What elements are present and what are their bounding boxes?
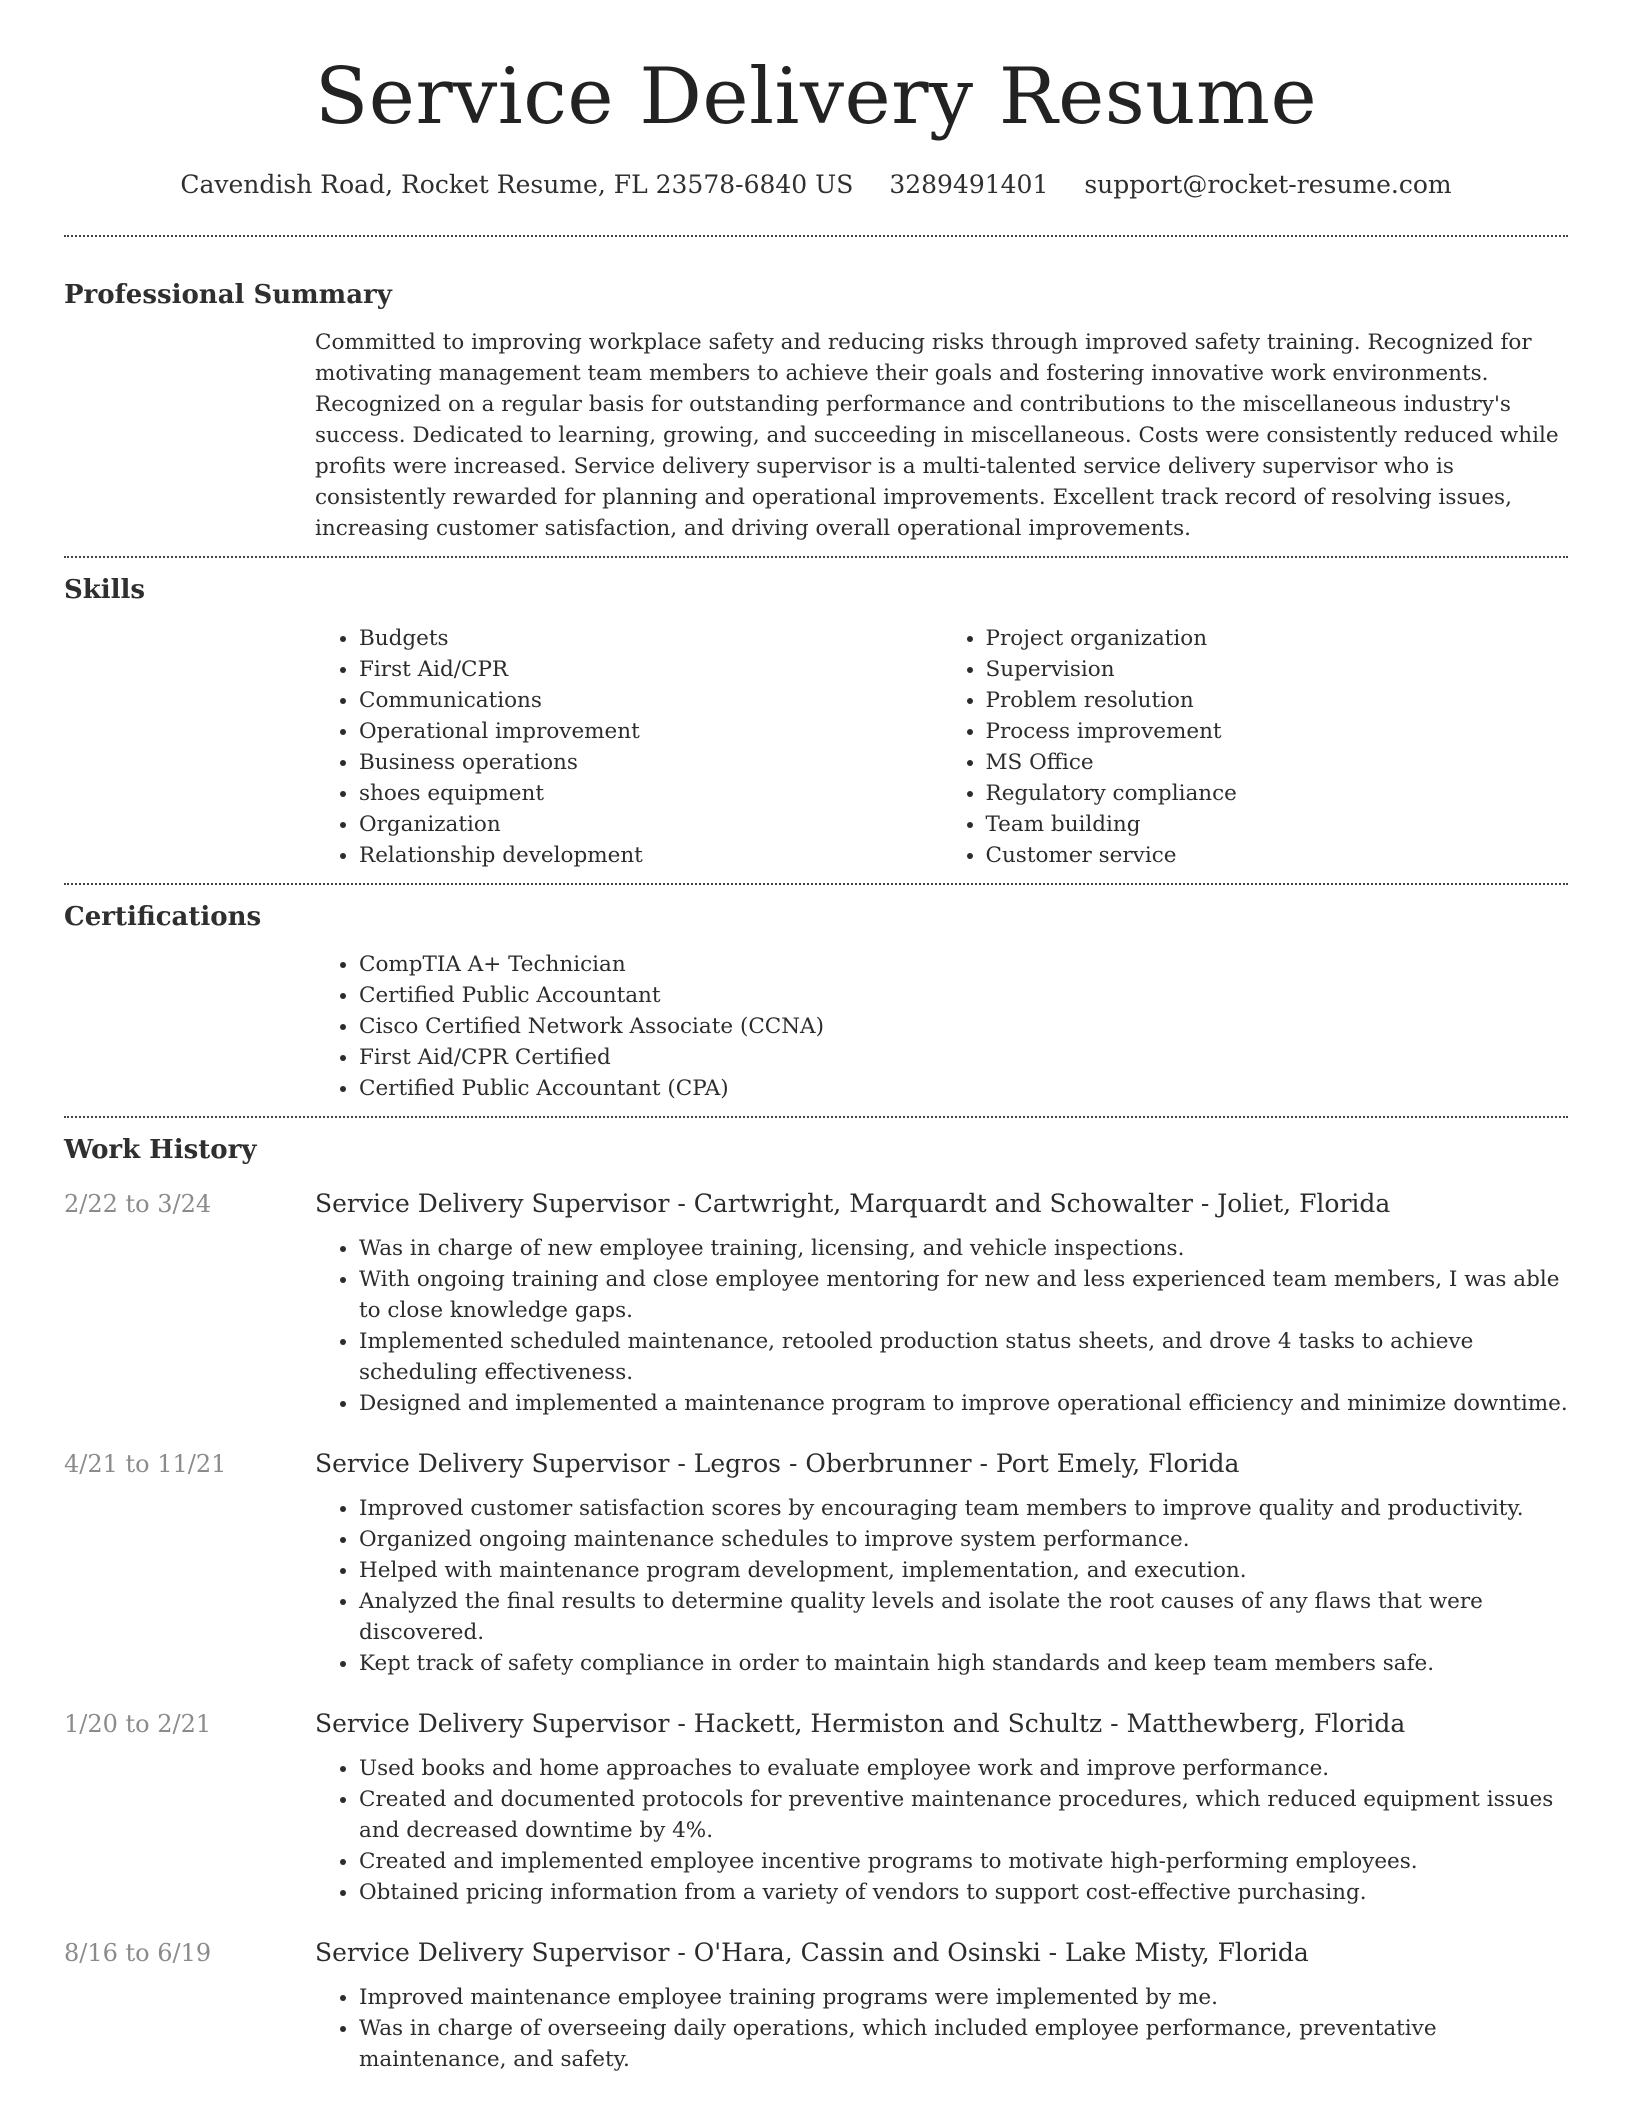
job-bullets [315, 1982, 1568, 2075]
list-item: • With ongoing training and close employee mentoring for new and less experienced team members, I was able to close knowledge gaps. [359, 1264, 1568, 1326]
contact-email: support@rocket-resume.com [1084, 170, 1452, 199]
summary-text: Committed to improving workplace safety and reducing risks through improved safety training. Recognized for motivating management team members to achieve their goals and fostering innovative work environments. Recognized on a regular basis for outstanding performance and contributions to the miscellaneous industry's success. Dedicated to learning, growing, and succeeding in miscellaneous. Costs were consistently reduced while profits were increased. Service delivery supervisor is a multi-talented service delivery supervisor who is consistently rewarded for planning and operational improvements. Excellent track record of resolving issues, increasing customer satisfaction, and driving overall operational improvements. [315, 330, 1559, 542]
list-item: • Certified Public Accountant [359, 980, 1568, 1011]
list-item: • First Aid/CPR Certified [359, 1042, 1568, 1073]
list-item: • Helped with maintenance program development, implementation, and execution. [359, 1555, 1568, 1586]
list-item: • Cisco Certified Network Associate (CCNA) [359, 1011, 1568, 1042]
contact-address: Cavendish Road, Rocket Resume, FL 23578-6840 US [180, 170, 854, 199]
skills-grid [315, 623, 1568, 871]
job-date: 1/20 to 2/21 [64, 1709, 212, 1738]
job-entry [64, 1447, 1568, 1679]
job-date: 8/16 to 6/19 [64, 1938, 212, 1967]
job-entry [64, 1187, 1568, 1419]
skills-list-right [942, 623, 1569, 871]
list-item: • CompTIA A+ Technician [359, 949, 1568, 980]
job-date: 4/21 to 11/21 [64, 1449, 227, 1478]
list-item: • Analyzed the final results to determine quality levels and isolate the root causes of any flaws that were discovered. [359, 1586, 1568, 1648]
list-item: • Used books and home approaches to evaluate employee work and improve performance. [359, 1753, 1568, 1784]
list-item: • Team building [986, 809, 1569, 840]
list-item: • Project organization [986, 623, 1569, 654]
certifications-list [315, 949, 1568, 1104]
job-title: Service Delivery Supervisor - Legros - Oberbrunner - Port Emely, Florida [315, 1448, 1240, 1478]
certifications-section [64, 885, 1568, 1116]
job-entry [64, 1936, 1568, 2075]
skills-section [64, 558, 1568, 882]
job-bullets [315, 1493, 1568, 1679]
list-item: • Relationship development [359, 840, 942, 871]
skills-list-left [315, 623, 942, 871]
list-item: • Process improvement [986, 716, 1569, 747]
job-body [315, 1936, 1568, 2075]
job-title: Service Delivery Supervisor - Cartwright, Marquardt and Schowalter - Joliet, Florida [315, 1188, 1391, 1218]
list-item: • Business operations [359, 747, 942, 778]
contact-phone: 3289491401 [889, 170, 1049, 199]
list-item: • Organization [359, 809, 942, 840]
list-item: • Certified Public Accountant (CPA) [359, 1073, 1568, 1104]
list-item: • Communications [359, 685, 942, 716]
summary-section [64, 237, 1568, 544]
list-item: • Supervision [986, 654, 1569, 685]
list-item: • Designed and implemented a maintenance program to improve operational efficiency and minimize downtime. [359, 1388, 1568, 1419]
skills-title: Skills [64, 575, 146, 606]
list-item: • Improved customer satisfaction scores by encouraging team members to improve quality and productivity. [359, 1493, 1568, 1524]
list-item: • Operational improvement [359, 716, 942, 747]
job-date: 2/22 to 3/24 [64, 1189, 212, 1218]
job-body [315, 1707, 1568, 1908]
certifications-list-wrap [315, 949, 1568, 1104]
job-bullets [315, 1233, 1568, 1419]
contact-line [64, 170, 1568, 199]
list-item: • Was in charge of new employee training, licensing, and vehicle inspections. [359, 1233, 1568, 1264]
work-title: Work History [64, 1135, 257, 1166]
job-body [315, 1187, 1568, 1419]
list-item: • Problem resolution [986, 685, 1569, 716]
list-item: • Created and implemented employee incentive programs to motivate high-performing employees. [359, 1846, 1568, 1877]
job-bullets [315, 1753, 1568, 1908]
list-item: • Obtained pricing information from a variety of vendors to support cost-effective purchasing. [359, 1877, 1568, 1908]
job-entry [64, 1707, 1568, 1908]
job-title: Service Delivery Supervisor - Hackett, Hermiston and Schultz - Matthewberg, Florida [315, 1708, 1406, 1738]
work-section [64, 1118, 1568, 2074]
list-item: • Created and documented protocols for preventive maintenance procedures, which reduced equipment issues and decreased downtime by 4%. [359, 1784, 1568, 1846]
list-item: • MS Office [986, 747, 1569, 778]
list-item: • Regulatory compliance [986, 778, 1569, 809]
list-item: • First Aid/CPR [359, 654, 942, 685]
list-item: • Kept track of safety compliance in order to maintain high standards and keep team members safe. [359, 1648, 1568, 1679]
job-body [315, 1447, 1568, 1679]
list-item: • Was in charge of overseeing daily operations, which included employee performance, preventative maintenance, and safety. [359, 2013, 1568, 2075]
job-title: Service Delivery Supervisor - O'Hara, Cassin and Osinski - Lake Misty, Florida [315, 1937, 1309, 1967]
certifications-title: Certifications [64, 901, 262, 932]
list-item: • Organized ongoing maintenance schedules to improve system performance. [359, 1524, 1568, 1555]
list-item: • Customer service [986, 840, 1569, 871]
list-item: • Implemented scheduled maintenance, retooled production status sheets, and drove 4 tasks to achieve scheduling effectiveness. [359, 1326, 1568, 1388]
list-item: • Improved maintenance employee training programs were implemented by me. [359, 1982, 1568, 2013]
summary-title: Professional Summary [64, 280, 392, 310]
list-item: • shoes equipment [359, 778, 942, 809]
list-item: • Budgets [359, 623, 942, 654]
page-title: Service Delivery Resume [314, 52, 1318, 142]
